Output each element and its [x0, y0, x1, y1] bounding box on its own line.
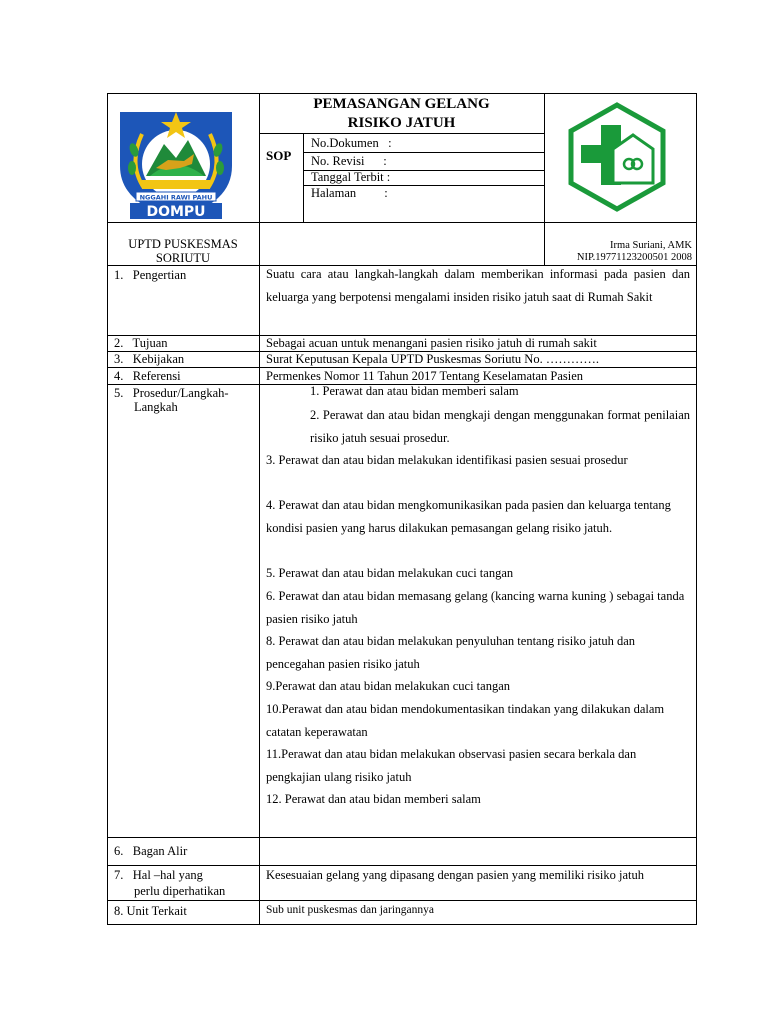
label-unit-terkait: 8. Unit Terkait	[114, 904, 187, 918]
kebijakan-text: Surat Keputusan Kepala UPTD Puskesmas Soriutu No. ………….	[266, 352, 599, 366]
unit-terkait-text: Sub unit puskesmas dan jaringannya	[266, 904, 435, 916]
document-title-line-1: PEMASANGAN GELANG	[313, 96, 490, 112]
title-underline	[259, 133, 544, 134]
sop-divider	[303, 133, 304, 222]
row-line-hal	[107, 865, 697, 866]
row-line-referensi	[107, 367, 697, 368]
field-no-dokumen: No.Dokumen :	[311, 136, 392, 150]
label-hal-line-1: 7. Hal –hal yang	[114, 868, 203, 882]
signer-nip: NIP.19771123200501 2008	[576, 252, 692, 263]
puskesmas-logo	[567, 101, 667, 213]
field-line-1	[303, 152, 544, 153]
label-hal-line-2: perlu diperhatikan	[134, 884, 226, 898]
hal-text: Kesesuaian gelang yang dipasang dengan pasien yang memiliki risiko jatuh	[266, 868, 645, 882]
logo-banner-text: DOMPU	[146, 204, 206, 220]
institution-name-line-2: SORIUTU	[155, 251, 211, 265]
document-title-line-2: RISIKO JATUH	[347, 115, 456, 131]
step-item: 10.Perawat dan atau bidan mendokumentasikan tindakan yang dilakukan dalam catatan keperawatan	[266, 702, 665, 739]
sop-label: SOP	[266, 148, 292, 163]
field-halaman: Halaman :	[311, 186, 388, 200]
referensi-text: Permenkes Nomor 11 Tahun 2017 Tentang Keselamatan Pasien	[266, 369, 584, 383]
step-item: 8. Perawat dan atau bidan melakukan penyuluhan tentang risiko jatuh dan pencegahan pasien risiko jatuh	[266, 634, 635, 671]
label-column-divider	[259, 265, 260, 925]
step-item: 6. Perawat dan atau bidan memasang gelang (kancing warna kuning ) sebagai tanda pasien risiko jatuh	[266, 589, 685, 626]
step-item: 1. Perawat dan atau bidan memberi salam	[310, 384, 519, 398]
header-mid-line	[107, 222, 697, 223]
dompu-regency-logo	[114, 104, 238, 222]
label-kebijakan: 3. Kebijakan	[114, 352, 185, 366]
tujuan-text: Sebagai acuan untuk menangani pasien risiko jatuh di rumah sakit	[266, 336, 597, 350]
field-tanggal-terbit: Tanggal Terbit :	[311, 170, 391, 184]
step-item: 5. Perawat dan atau bidan melakukan cuci tangan	[266, 566, 514, 580]
step-item: 11.Perawat dan atau bidan melakukan observasi pasien secara berkala dan pengkajian ulang risiko jatuh	[266, 747, 637, 784]
label-referensi: 4. Referensi	[114, 369, 181, 383]
step-item: 3. Perawat dan atau bidan melakukan identifikasi pasien sesuai prosedur	[266, 453, 628, 467]
label-tujuan: 2. Tujuan	[114, 336, 168, 350]
label-pengertian: 1. Pengertian	[114, 268, 187, 282]
label-prosedur-line-2: Langkah	[134, 400, 178, 414]
pengertian-text: Suatu cara atau langkah-langkah dalam memberikan informasi pada pasien dan keluarga yang berpotensi mengalami insiden risiko jatuh saat di Rumah Sakit	[266, 267, 690, 304]
institution-name-line-1: UPTD PUSKESMAS	[128, 237, 238, 251]
logo-motto: NGGAHI RAWI PAHU	[139, 193, 213, 202]
row-line-bagan	[107, 837, 697, 838]
row-line-unit	[107, 900, 697, 901]
step-item: 9.Perawat dan atau bidan melakukan cuci tangan	[266, 679, 511, 693]
signer-name: Irma Suriani, AMK	[610, 240, 692, 251]
field-no-revisi: No. Revisi :	[311, 154, 387, 168]
step-item: 4. Perawat dan atau bidan mengkomunikasikan pada pasien dan keluarga tentang kondisi pasien yang harus dilakukan pemasangan gelang risiko jatuh.	[266, 498, 671, 535]
step-item: 12. Perawat dan atau bidan memberi salam	[266, 792, 481, 806]
label-prosedur-line-1: 5. Prosedur/Langkah-	[114, 386, 229, 400]
label-bagan-alir: 6. Bagan Alir	[114, 844, 188, 858]
step-item: 2. Perawat dan atau bidan mengkaji dengan menggunakan format penilaian risiko jatuh sesuai prosedur.	[310, 408, 690, 445]
